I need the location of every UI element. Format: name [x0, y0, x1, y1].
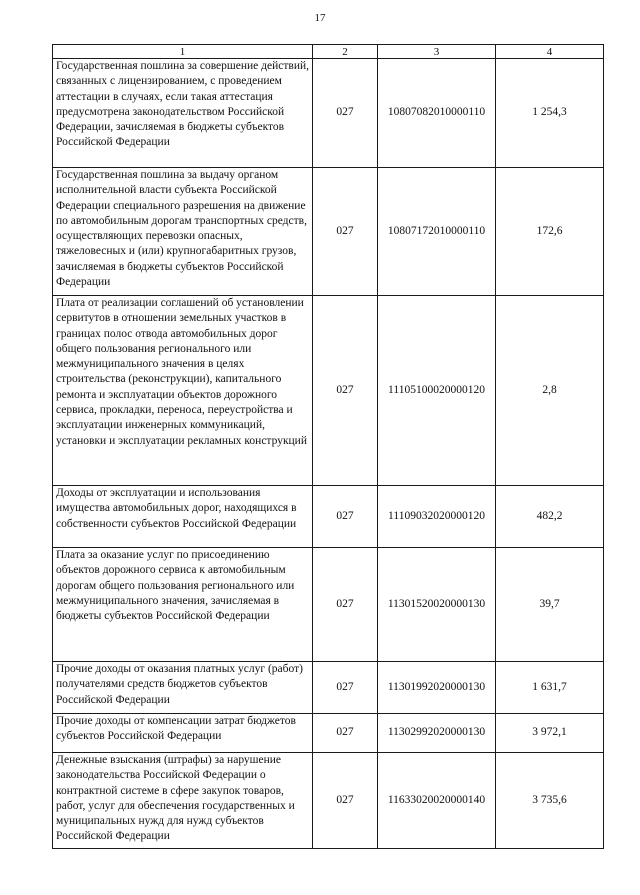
column-header-4: 4 [496, 45, 604, 59]
table-row [53, 168, 604, 296]
table-row [53, 753, 604, 849]
admin-code: 027 [313, 662, 378, 714]
budget-classification-code: 11109032020000120 [378, 486, 496, 548]
amount: 172,6 [496, 168, 604, 296]
revenue-description: Государственная пошлина за выдачу органом исполнительной власти субъекта Российской Федерации специального разрешения на движение по автомобильным дорогам транспортных средств, осуществляющих перевозки опасных, тяжеловесных и (или) крупногабаритных грузов, зачисляемая в бюджеты субъектов Российской Федерации [53, 168, 313, 296]
amount: 3 972,1 [496, 714, 604, 753]
budget-classification-code: 10807082010000110 [378, 59, 496, 168]
page-number: 17 [314, 12, 326, 24]
budget-classification-code: 11302992020000130 [378, 714, 496, 753]
budget-classification-code: 11105100020000120 [378, 296, 496, 486]
table-row [53, 486, 604, 548]
table-row [53, 714, 604, 753]
admin-code: 027 [313, 296, 378, 486]
table-row [53, 548, 604, 662]
table-row [53, 59, 604, 168]
admin-code: 027 [313, 59, 378, 168]
amount: 482,2 [496, 486, 604, 548]
revenue-description: Доходы от эксплуатации и использования имущества автомобильных дорог, находящихся в собственности субъектов Российской Федерации [53, 486, 313, 548]
budget-classification-code: 10807172010000110 [378, 168, 496, 296]
revenue-description: Плата от реализации соглашений об установлении сервитутов в отношении земельных участков в границах полос отвода автомобильных дорог общего пользования регионального или межмуниципального значения в целях строительства (реконструкции), капитального ремонта и эксплуатации объектов дорожного сервиса, прокладки, переноса, переустройства и эксплуатации инженерных коммуникаций, установки и эксплуатации рекламных конструкций [53, 296, 313, 486]
amount: 1 631,7 [496, 662, 604, 714]
budget-classification-code: 11301520020000130 [378, 548, 496, 662]
column-header-1: 1 [53, 45, 313, 59]
table-row [53, 662, 604, 714]
revenue-description: Плата за оказание услуг по присоединению объектов дорожного сервиса к автомобильным дорогам общего пользования регионального или межмуниципального значения, зачисляемая в бюджеты субъектов Российской Федерации [53, 548, 313, 662]
revenue-description: Прочие доходы от оказания платных услуг (работ) получателями средств бюджетов субъектов Российской Федерации [53, 662, 313, 714]
admin-code: 027 [313, 548, 378, 662]
admin-code: 027 [313, 714, 378, 753]
revenue-description: Прочие доходы от компенсации затрат бюджетов субъектов Российской Федерации [53, 714, 313, 753]
revenue-table [52, 44, 604, 849]
amount: 3 735,6 [496, 753, 604, 849]
amount: 2,8 [496, 296, 604, 486]
amount: 39,7 [496, 548, 604, 662]
column-header-3: 3 [378, 45, 496, 59]
admin-code: 027 [313, 168, 378, 296]
revenue-description: Денежные взыскания (штрафы) за нарушение законодательства Российской Федерации о контрактной системе в сфере закупок товаров, работ, услуг для обеспечения государственных и муниципальных нужд для нужд субъектов Российской Федерации [53, 753, 313, 849]
amount: 1 254,3 [496, 59, 604, 168]
admin-code: 027 [313, 753, 378, 849]
budget-classification-code: 11633020020000140 [378, 753, 496, 849]
column-header-2: 2 [313, 45, 378, 59]
admin-code: 027 [313, 486, 378, 548]
table-row [53, 296, 604, 486]
revenue-description: Государственная пошлина за совершение действий, связанных с лицензированием, с проведением аттестации в случаях, если такая аттестация предусмотрена законодательством Российской Федерации, зачисляемая в бюджеты субъектов Российской Федерации [53, 59, 313, 168]
budget-classification-code: 11301992020000130 [378, 662, 496, 714]
header-row [53, 45, 604, 59]
